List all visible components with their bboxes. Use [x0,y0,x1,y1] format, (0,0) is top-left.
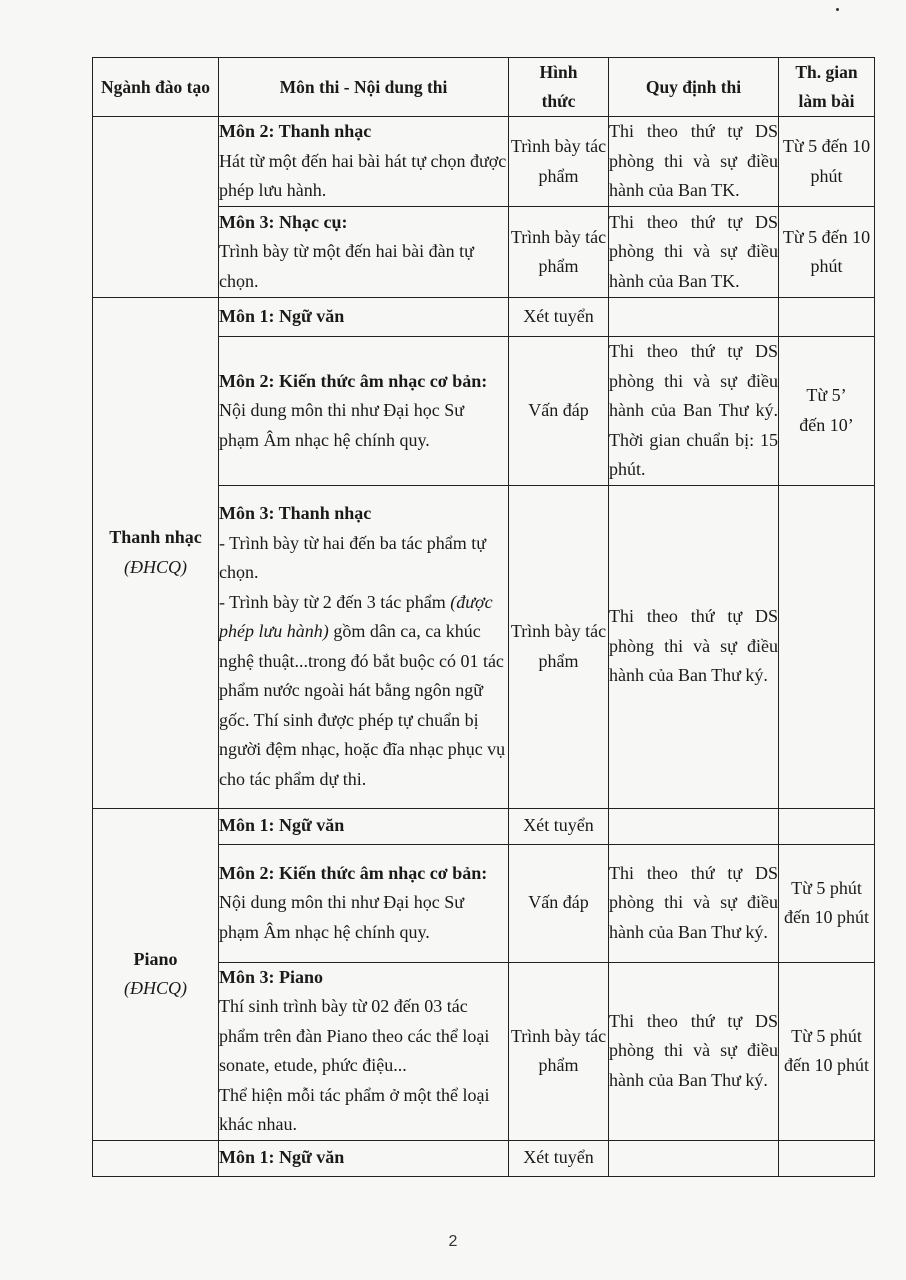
major-name: Piano [133,948,178,969]
subject-title: Môn 3: Thanh nhạc [219,503,372,523]
subject-cell [219,207,509,298]
subject-title: Môn 2: Thanh nhạc [219,121,372,142]
subject-text: - Trình bày từ hai đến ba tác phẩm tự chọn. [219,532,486,582]
major-cell-piano [93,808,219,1140]
time-cell-empty [779,1140,875,1176]
scan-speck [836,8,839,11]
time-cell-empty [779,808,875,844]
header-major: Ngành đào tạo [93,58,219,117]
subject-text-part: - Trình bày từ 2 đến 3 tác phẩm [219,591,451,612]
rule-cell-empty [609,1140,779,1176]
subject-cell [219,298,509,337]
major-cell-empty [93,117,219,298]
subject-title: Môn 2: Kiến thức âm nhạc cơ bản: [219,370,488,391]
header-subject: Môn thi - Nội dung thi [219,58,509,117]
major-cell-thanh-nhac [93,298,219,809]
subject-text [219,588,508,795]
major-cell-empty [93,1140,219,1176]
time-cell: Từ 5 đến 10 phút [779,117,875,207]
subject-text: Trình bày từ một đến hai bài đàn tự chọn. [219,241,474,291]
time-cell: Từ 5’ đến 10’ [779,337,875,486]
subject-title: Môn 3: Nhạc cụ: [219,211,348,232]
rule-cell: Thi theo thứ tự DS phòng thi và sự điều hành của Ban Thư ký. Thời gian chuẩn bị: 15 phút. [609,337,779,486]
rule-cell-empty [609,808,779,844]
rule-cell: Thi theo thứ tự DS phòng thi và sự điều hành của Ban TK. [609,207,779,298]
subject-title: Môn 3: Piano [219,966,324,987]
rule-cell: Thi theo thứ tự DS phòng thi và sự điều hành của Ban Thư ký. [609,962,779,1140]
form-cell: Vấn đáp [509,337,609,486]
subject-title: Môn 1: Ngữ văn [219,1147,345,1168]
subject-cell [219,485,509,808]
header-time: Th. gian làm bài [779,58,875,117]
subject-cell [219,337,509,486]
time-cell-empty [779,298,875,337]
time-cell: Từ 5 phút đến 10 phút [779,844,875,962]
table-row [93,1140,875,1176]
time-cell: Từ 5 phút đến 10 phút [779,962,875,1140]
exam-table [92,57,875,1177]
form-cell: Xét tuyển [509,298,609,337]
major-name: Thanh nhạc [109,527,202,548]
subject-text: Thể hiện mỗi tác phẩm ở một thể loại khác nhau. [219,1084,490,1134]
subject-cell [219,844,509,962]
subject-cell [219,808,509,844]
table-header-row [93,58,875,117]
subject-cell [219,1140,509,1176]
rule-cell: Thi theo thứ tự DS phòng thi và sự điều hành của Ban Thư ký. [609,485,779,808]
major-note: (ĐHCQ) [124,556,187,577]
form-cell: Xét tuyển [509,808,609,844]
form-cell: Trình bày tác phẩm [509,117,609,207]
subject-cell [219,962,509,1140]
form-cell: Trình bày tác phẩm [509,485,609,808]
subject-text-part: gồm dân ca, ca khúc nghệ thuật...trong đó bắt buộc có 01 tác phẩm nước ngoài hát bằng ngôn ngữ gốc. Thí sinh được phép tự chuẩn bị người đệm nhạc, hoặc đĩa nhạc phục vụ cho tác phẩm dự thi. [219,621,506,789]
subject-text: Nội dung môn thi như Đại học Sư phạm Âm nhạc hệ chính quy. [219,400,465,450]
form-cell: Trình bày tác phẩm [509,962,609,1140]
time-cell-empty [779,485,875,808]
form-cell: Vấn đáp [509,844,609,962]
time-cell: Từ 5 đến 10 phút [779,207,875,298]
subject-text-italic: (được phép lưu hành) [219,591,493,641]
subject-cell [219,117,509,207]
subject-title: Môn 1: Ngữ văn [219,815,345,836]
major-note: (ĐHCQ) [124,978,187,998]
form-cell: Trình bày tác phẩm [509,207,609,298]
subject-title: Môn 1: Ngữ văn [219,306,345,327]
subject-text: Thí sinh trình bày từ 02 đến 03 tác phẩm trên đàn Piano theo các thể loại sonate, etude, phức điệu... [219,996,490,1075]
subject-text: Nội dung môn thi như Đại học Sư phạm Âm nhạc hệ chính quy. [219,892,465,942]
rule-cell: Thi theo thứ tự DS phòng thi và sự điều hành của Ban TK. [609,117,779,207]
table-row [93,808,875,844]
rule-cell: Thi theo thứ tự DS phòng thi và sự điều hành của Ban Thư ký. [609,844,779,962]
header-rule: Quy định thi [609,58,779,117]
header-form: Hình thức [509,58,609,117]
rule-cell-empty [609,298,779,337]
subject-title: Môn 2: Kiến thức âm nhạc cơ bản: [219,862,488,883]
table-row [93,298,875,337]
form-cell: Xét tuyển [509,1140,609,1176]
table-row [93,117,875,207]
subject-text: Hát từ một đến hai bài hát tự chọn được phép lưu hành. [219,150,507,201]
page-number: 2 [448,1233,458,1250]
